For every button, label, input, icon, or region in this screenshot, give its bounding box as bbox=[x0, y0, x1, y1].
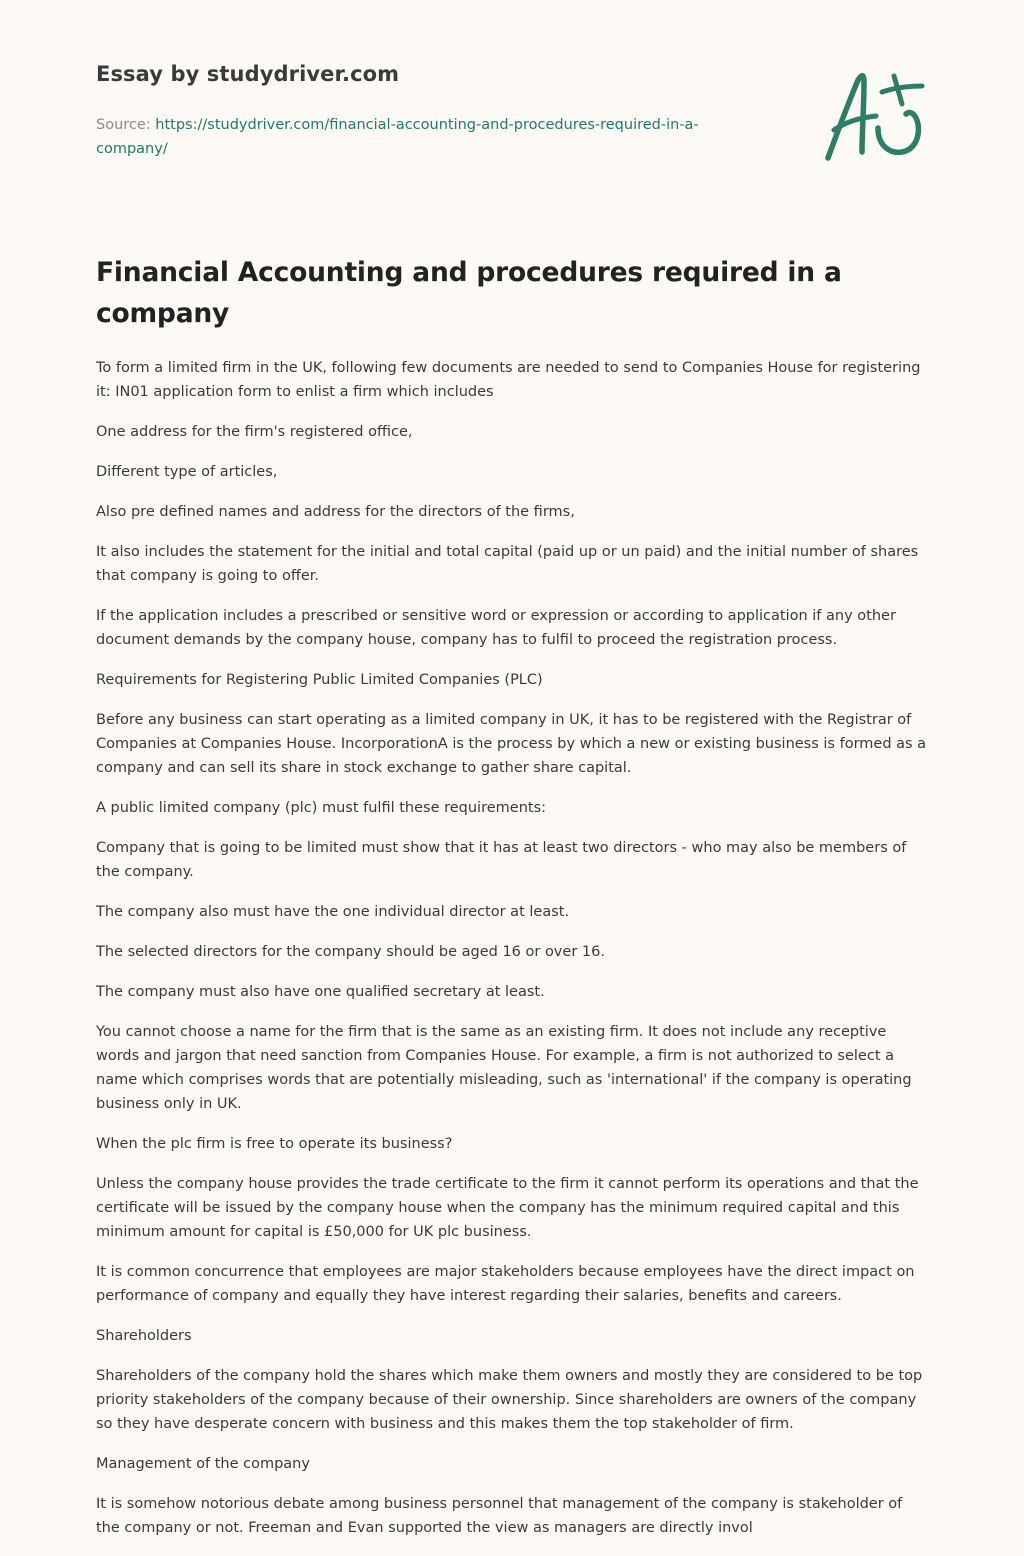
paragraph: Company that is going to be limited must show that it has at least two directors - who may also be members of the company. bbox=[96, 840, 907, 880]
paragraph: If the application includes a prescribed or sensitive word or expression or according to application if any other document demands by the company house, company has to fulfil to proceed the registration process. bbox=[96, 608, 896, 648]
paragraph: Unless the company house provides the trade certificate to the firm it cannot perform its operations and that the certificate will be issued by the company house when the company has the minimum required capital and this minimum amount for capital is £50,000 for UK plc business. bbox=[96, 1176, 919, 1240]
paragraph: One address for the firm's registered office, bbox=[96, 424, 413, 440]
a-plus-logo bbox=[818, 66, 930, 166]
paragraph: Before any business can start operating as a limited company in UK, it has to be registered with the Registrar of Companies at Companies House. IncorporationA is the process by which a new or existing business is formed as a company and can sell its share in stock exchange to gather share capital. bbox=[96, 712, 927, 776]
source-line bbox=[96, 113, 756, 161]
paragraph: You cannot choose a name for the firm that is the same as an existing firm. It does not include any receptive words and jargon that need sanction from Companies House. For example, a firm is not authorized to select a name which comprises words that are potentially misleading, such as 'international' if the company is operating business only in UK. bbox=[96, 1024, 912, 1112]
paragraph: It is somehow notorious debate among business personnel that management of the company is stakeholder of the company or not. Freeman and Evan supported the view as managers are directly invol bbox=[96, 1496, 903, 1536]
paragraph: It also includes the statement for the initial and total capital (paid up or un paid) and the initial number of shares that company is going to offer. bbox=[96, 544, 919, 584]
paragraph: Shareholders of the company hold the shares which make them owners and mostly they are considered to be top priority stakeholders of the company because of their ownership. Since shareholders are owners of the company so they have desperate concern with business and this makes them the top stakeholder of firm. bbox=[96, 1368, 923, 1432]
brand-title: Essay by studydriver.com bbox=[96, 62, 400, 86]
paragraph: Also pre defined names and address for the directors of the firms, bbox=[96, 504, 575, 520]
article bbox=[96, 252, 928, 1556]
section-heading: When the plc firm is free to operate its business? bbox=[96, 1136, 453, 1152]
section-heading: Shareholders bbox=[96, 1328, 192, 1344]
a-plus-logo-strokes bbox=[828, 76, 922, 158]
paragraph: The company also must have the one individual director at least. bbox=[96, 904, 570, 920]
article-title: Financial Accounting and procedures required in a company bbox=[96, 257, 842, 329]
paragraph: Different type of articles, bbox=[96, 464, 278, 480]
section-heading: Management of the company bbox=[96, 1456, 310, 1472]
paragraph: To form a limited firm in the UK, following few documents are needed to send to Companies House for registering it: IN01 application form to enlist a firm which includes bbox=[96, 360, 921, 400]
source-link[interactable]: https://studydriver.com/financial-accounting-and-procedures-required-in-a-company/ bbox=[96, 117, 699, 157]
paragraph: A public limited company (plc) must fulfil these requirements: bbox=[96, 800, 547, 816]
paragraph: The company must also have one qualified secretary at least. bbox=[96, 984, 545, 1000]
paragraph: The selected directors for the company should be aged 16 or over 16. bbox=[96, 944, 605, 960]
page-header bbox=[96, 62, 756, 161]
section-heading: Requirements for Registering Public Limited Companies (PLC) bbox=[96, 672, 543, 688]
source-label: Source: bbox=[96, 117, 156, 133]
paragraph: It is common concurrence that employees are major stakeholders because employees have the direct impact on performance of company and equally they have interest regarding their salaries, benefits and careers. bbox=[96, 1264, 915, 1304]
